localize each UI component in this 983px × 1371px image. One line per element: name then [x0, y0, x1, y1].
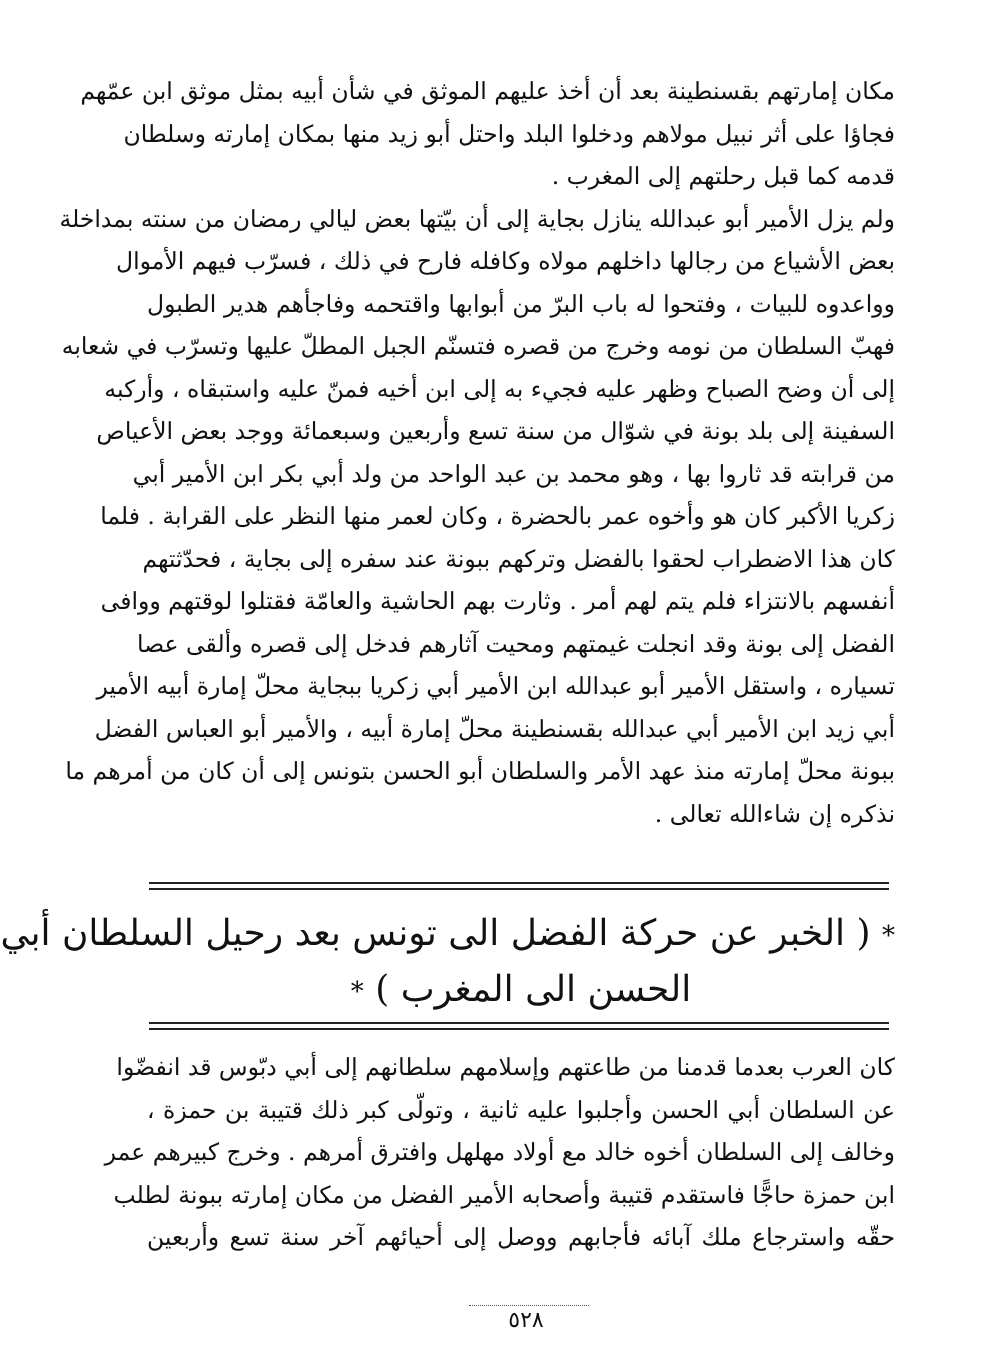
text-line: أبي زيد ابن الأمير أبي عبدالله بقسنطينة محلّ إمارة أبيه ، والأمير أبو العباس الفضل [94, 714, 895, 743]
paragraph-3 [104, 1046, 895, 1259]
page-number-rule [469, 1305, 589, 1306]
section-heading-text-2: الحسن الى المغرب ) [375, 969, 692, 1010]
section-heading-text-1: ( الخبر عن حركة الفضل الى تونس بعد رحيل السلطان أبي [0, 913, 871, 954]
text-line: فجاؤا على أثر نبيل مولاهم ودخلوا البلد واحتل أبو زيد منها بمكان إمارته وسلطان [123, 119, 895, 148]
text-line: وواعدوه للبيات ، وفتحوا له باب البرّ من أبوابها واقتحمه وفاجأهم هدير الطبول [147, 289, 895, 318]
text-line: عن السلطان أبي الحسن وأجلبوا عليه ثانية ، وتولّى كبر ذلك قتيبة بن حمزة ، [147, 1095, 895, 1124]
text-line: قدمه كما قبل رحلتهم إلى المغرب . [551, 162, 895, 190]
heading-bottom-rule [149, 1022, 889, 1030]
section-heading-line-1 [0, 906, 895, 964]
text-line: وخالف إلى السلطان أخوه خالد مع أولاد مهلهل وافترق أمرهم . وخرج كبيرهم عمر [104, 1138, 895, 1166]
paragraph-1 [80, 70, 895, 198]
text-line: فهبّ السلطان من نومه وخرج من قصره فتسنّم الجبل المطلّ عليها وتسرّب في شعابه [61, 332, 895, 360]
text-line: زكريا الأكبر كان هو وأخوه عمر بالحضرة ، وكان لعمر منها النظر على القرابة . فلما [100, 502, 895, 530]
text-line: نذكره إن شاءالله تعالى . [654, 799, 895, 828]
text-line: إلى أن وضح الصباح وظهر عليه فجيء به إلى ابن أخيه فمنّ عليه واستبقاه ، وأركبه [104, 374, 895, 403]
paragraph-2 [59, 198, 895, 836]
text-line: ابن حمزة حاجًّا فاستقدم قتيبة وأصحابه الأمير الفضل من مكان إمارته ببونة لطلب [113, 1180, 895, 1209]
text-line: مكان إمارتهم بقسنطينة بعد أن أخذ عليهم الموثق في شأن أبيه بمثل موثق ابن عمّهم [80, 77, 895, 105]
text-line: كان العرب بعدما قدمنا من طاعتهم وإسلامهم سلطانهم إلى أبي دبّوس قد انفضّوا [116, 1053, 895, 1081]
text-line: ولم يزل الأمير أبو عبدالله ينازل بجاية إلى أن بيّتها بعض ليالي رمضان من سنته بمداخلة [59, 204, 895, 233]
page-number: ٥٢٨ [508, 1308, 544, 1333]
heading-star: * [882, 921, 895, 951]
heading-top-rule [149, 882, 889, 890]
text-line: بعض الأشياع من رجالها داخلهم مولاه وكافله فارح في ذلك ، فسرّب فيهم الأموال [116, 247, 895, 275]
text-line: الفضل إلى بونة وقد انجلت غيمتهم ومحيت آثارهم فدخل إلى قصره وألقى عصا [136, 629, 895, 658]
text-line: كان هذا الاضطراب لحقوا بالفضل وتركهم ببونة عند سفره إلى بجاية ، فحدّثتهم [142, 544, 895, 573]
text-line: أنفسهم بالانتزاء فلم يتم لهم أمر . وثارت بهم الحاشية والعامّة فقتلوا لوقتهم ووافى [100, 587, 895, 615]
top-text-block [59, 70, 895, 835]
section-heading-line-2 [147, 962, 895, 1020]
text-line: السفينة إلى بلد بونة في شوّال من سنة تسع وأربعين وسبعمائة ووجد بعض الأعياص [96, 417, 895, 445]
text-line: من قرابته قد ثاروا بها ، وهو محمد بن عبد الواحد من ولد أبي بكر ابن الأمير أبي [132, 459, 895, 488]
text-line: تسياره ، واستقل الأمير أبو عبدالله ابن الأمير أبي زكريا ببجاية محلّ إمارة أبيه الأمير [96, 672, 895, 700]
bottom-text-block [104, 1046, 895, 1259]
text-line: ببونة محلّ إمارته منذ عهد الأمر والسلطان أبو الحسن بتونس إلى أن كان من أمرهم ما [65, 757, 895, 785]
text-line: حقّه واسترجاع ملك آبائه فأجابهم ووصل إلى أحيائهم آخر سنة تسع وأربعين [147, 1223, 895, 1251]
heading-star: * [350, 977, 364, 1007]
